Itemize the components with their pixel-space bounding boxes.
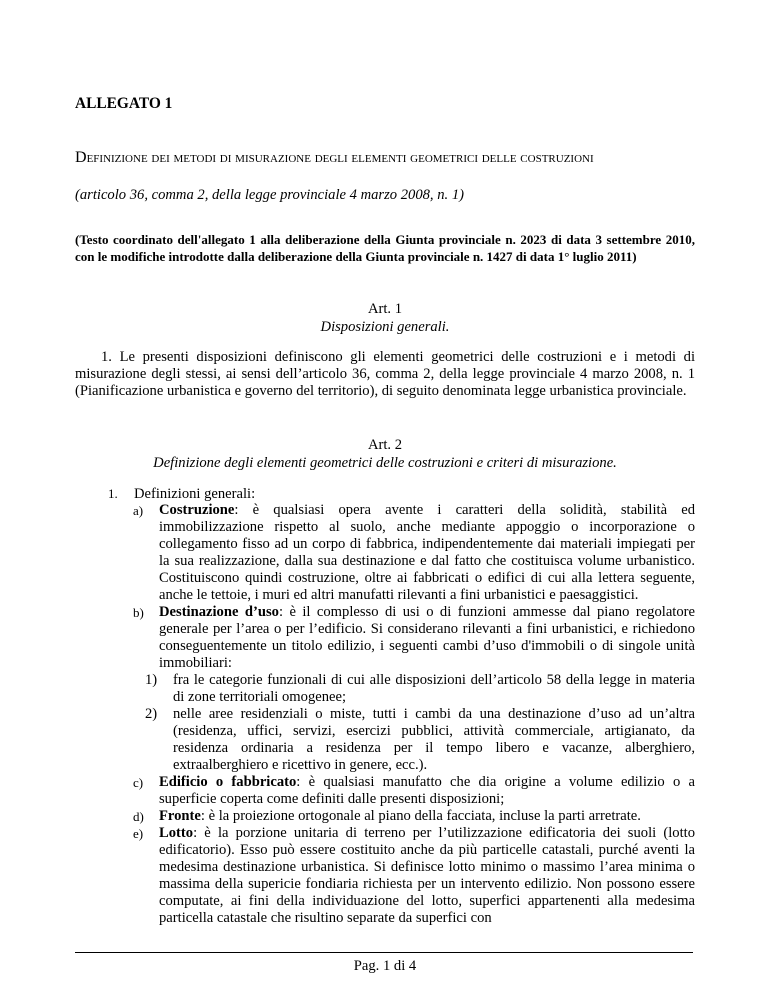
definition-item [133,774,695,808]
definition-item [133,502,695,604]
art1-body: 1. Le presenti disposizioni definiscono gli elementi geometrici delle costruzioni e i metodi di misurazione degli stessi, ai sensi dell’articolo 36, comma 2, della legge provinciale 4 marzo 2008, n. 1 (Pianificazione urbanistica e governo del territorio), di seguito denominata legge urbanistica provinciale. [75,349,695,399]
coordination-note: (Testo coordinato dell'allegato 1 alla deliberazione della Giunta provinciale n. 2023 di data 3 settembre 2010, con le modifiche introdotte dalla deliberazione della Giunta provinciale n. 1427 di data 1° luglio 2011) [75,232,695,264]
title-initial: D [75,149,87,166]
sub-item [133,672,695,706]
definition-item [133,825,695,927]
item-text: : è qualsiasi opera avente i caratteri della solidità, stabilità ed immobilizzazione rispetto al suolo, anche mediante appoggio o incorporazione o collegamento fisso ad un corpo di fabbrica, indipendentemente dai materiali impiegati per la sua realizzazione, dalla sua destinazione e dal fatto che costituisca volume urbanistico. Costituiscono quindi costruzione, oltre ai fabbricati o edifici di cui alla lettera seguente, anche le tettoie, i muri ed altri manufatti rilevanti a fini urbanistici e paesaggistici. [159,502,695,603]
item-text: : è la porzione unitaria di terreno per l’utilizzazione edificatoria dei suoli (lotto edificatorio). Esso può essere costituito anche da più particelle catastali, purché aventi la medesima destinazione urbanistica. Si definisce lotto minimo o massimo l’area minima o massima della supericie fondiaria richiesta per un intervento edilizio. Non possono essere computate, ai fini della individuazione del lotto, superfici appartenenti alla medesima particella catastale che risultino separate da superfici con [159,825,695,926]
footer-divider [75,952,693,953]
definitions-list [133,502,695,927]
sub-item-text: fra le categorie funzionali di cui alle disposizioni dell’articolo 58 della legge in materia di zone territoriali omogenee; [173,672,695,705]
item-label: e) [133,826,144,841]
sub-item-label: 1) [145,672,158,688]
art1-number: Art. 1 [367,301,403,317]
item-label: a) [133,503,144,518]
definition-item [133,604,695,672]
item-label: d) [133,809,144,824]
general-definitions-text: Definizioni generali: [134,486,256,502]
item-label: c) [133,775,144,790]
item-term: Costruzione [159,502,235,518]
title-rest: efinizione dei metodi di misurazione degli elementi geometrici delle costruzioni [86,150,594,166]
art2-number: Art. 2 [367,437,403,453]
item-term: Destinazione d’uso [159,604,279,620]
art2-title: Definizione degli elementi geometrici delle costruzioni e criteri di misurazione. [153,455,617,471]
item-text: : è il complesso di usi o di funzioni ammesse dal piano regolatore generale per l’area o per l’edificio. Si considerano rilevanti a fini urbanistici, e richiedono conseguentemente un titolo edilizio, i seguenti cambi d’uso d'immobili o di singole unità immobiliari: [159,604,695,671]
sub-item-label: 2) [145,706,158,722]
sub-item-text: nelle aree residenziali o miste, tutti i cambi da una destinazione d’uso ad un’altra (residenza, uffici, servizi, esercizi pubblici, attività commerciale, artigianato, da residenza ordinaria a residenza per il tempo libero e vacanze, alberghiero, extraalberghiero e ricettivo in genere, ecc.). [173,706,695,773]
art1-title: Disposizioni generali. [320,319,450,335]
item-term: Lotto [159,825,194,841]
item-label: b) [133,605,144,620]
definition-item [133,808,695,825]
item-text: : è qualsiasi manufatto che dia origine a volume edilizio o a superficie coperta come definiti dalle presenti disposizioni; [159,774,695,807]
document-subtitle: (articolo 36, comma 2, della legge provinciale 4 marzo 2008, n. 1) [75,187,464,203]
annex-heading: ALLEGATO 1 [75,95,173,112]
item-term: Fronte [159,808,201,824]
document-title [75,148,695,168]
item-text: : è la proiezione ortogonale al piano della facciata, incluse la parti arretrate. [200,808,641,824]
sub-item [133,706,695,774]
general-definitions-number: 1. [108,486,118,501]
general-definitions-label [108,485,694,503]
page-number: Pag. 1 di 4 [353,958,417,974]
item-term: Edificio o fabbricato [159,774,297,790]
